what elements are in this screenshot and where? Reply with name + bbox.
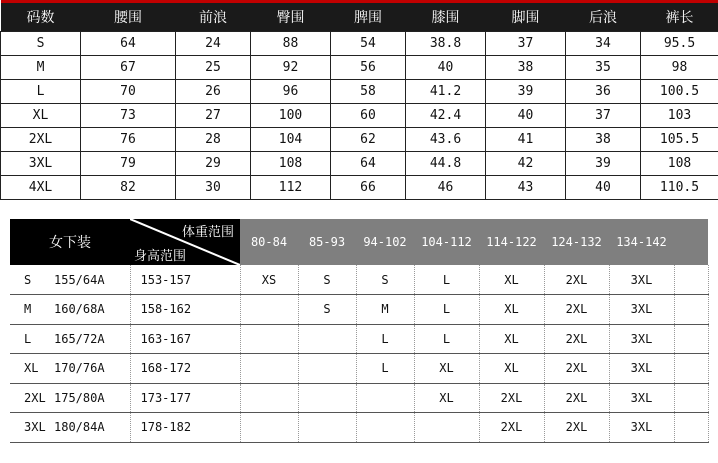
table-row — [10, 295, 708, 325]
recommended-size-cell — [674, 324, 708, 354]
header-hip: 臀围 — [251, 2, 331, 32]
recommended-size-cell — [298, 354, 356, 384]
recommended-size-cell: 3XL — [609, 413, 674, 443]
recommended-size-cell — [240, 324, 298, 354]
measurement-cell: 38.8 — [406, 32, 486, 56]
measurement-cell: 35 — [566, 56, 641, 80]
measurement-cell: 42.4 — [406, 104, 486, 128]
measurement-cell: 29 — [176, 152, 251, 176]
recommended-size-cell: XL — [479, 295, 544, 325]
measurement-cell: 66 — [331, 176, 406, 200]
size-code-label: 175/80A — [54, 390, 105, 405]
measurement-cell: 44.8 — [406, 152, 486, 176]
measurement-cell: 62 — [331, 128, 406, 152]
recommended-size-cell — [414, 413, 479, 443]
recommended-size-cell — [298, 324, 356, 354]
measurement-cell: 27 — [176, 104, 251, 128]
measurement-cell: 26 — [176, 80, 251, 104]
measurement-cell: 39 — [486, 80, 566, 104]
measurement-cell: 54 — [331, 32, 406, 56]
measurement-cell: 105.5 — [641, 128, 718, 152]
size-code-cell — [10, 265, 130, 295]
size-label: S — [24, 272, 32, 287]
measurement-cell: 103 — [641, 104, 718, 128]
measurement-cell: 38 — [486, 56, 566, 80]
measurement-cell: 41 — [486, 128, 566, 152]
measurement-cell: 58 — [331, 80, 406, 104]
size-cell: M — [1, 56, 81, 80]
measurement-cell: 67 — [81, 56, 176, 80]
size-code-cell — [10, 295, 130, 325]
recommended-size-cell: 3XL — [609, 324, 674, 354]
measurement-cell: 37 — [566, 104, 641, 128]
table-row — [1, 176, 718, 200]
size-cell: 4XL — [1, 176, 81, 200]
measurement-cell: 95.5 — [641, 32, 718, 56]
recommended-size-cell: XL — [414, 383, 479, 413]
measurement-cell: 64 — [331, 152, 406, 176]
size-guide-header-row — [10, 219, 708, 265]
recommended-size-cell: XS — [240, 265, 298, 295]
size-label: 2XL — [24, 390, 46, 405]
height-range-cell: 158-162 — [130, 295, 240, 325]
recommended-size-cell: 2XL — [544, 295, 609, 325]
recommended-size-cell — [240, 295, 298, 325]
recommended-size-cell — [298, 413, 356, 443]
height-range-cell: 163-167 — [130, 324, 240, 354]
recommended-size-cell: L — [356, 324, 414, 354]
recommended-size-cell: S — [298, 265, 356, 295]
measurement-cell: 30 — [176, 176, 251, 200]
recommended-size-cell: M — [356, 295, 414, 325]
size-code-cell — [10, 413, 130, 443]
measurement-cell: 110.5 — [641, 176, 718, 200]
table-row — [1, 56, 718, 80]
table-row — [1, 104, 718, 128]
size-code-label: 170/76A — [54, 361, 105, 376]
recommended-size-cell — [240, 413, 298, 443]
header-pant-length: 裤长 — [641, 2, 718, 32]
measurement-cell: 46 — [406, 176, 486, 200]
measurement-cell: 56 — [331, 56, 406, 80]
measurement-cell: 79 — [81, 152, 176, 176]
recommended-size-cell — [240, 354, 298, 384]
size-cell: 3XL — [1, 152, 81, 176]
weight-range-header: 104-112 — [414, 219, 479, 265]
size-cell: XL — [1, 104, 81, 128]
womens-bottoms-title: 女下装 — [10, 219, 130, 265]
recommended-size-cell: 2XL — [479, 413, 544, 443]
measurement-cell: 39 — [566, 152, 641, 176]
measurement-cell: 82 — [81, 176, 176, 200]
measurement-cell: 25 — [176, 56, 251, 80]
header-knee: 膝围 — [406, 2, 486, 32]
measurement-table-body — [1, 32, 718, 200]
weight-range-header: 124-132 — [544, 219, 609, 265]
recommended-size-cell — [674, 413, 708, 443]
header-waist: 腰围 — [81, 2, 176, 32]
recommended-size-cell: 2XL — [479, 383, 544, 413]
measurement-cell: 64 — [81, 32, 176, 56]
measurement-cell: 34 — [566, 32, 641, 56]
size-code-label: 165/72A — [54, 331, 105, 346]
diagonal-header-cell — [130, 219, 240, 265]
recommended-size-cell: XL — [414, 354, 479, 384]
recommended-size-cell — [674, 383, 708, 413]
size-label: 3XL — [24, 420, 46, 435]
size-cell: 2XL — [1, 128, 81, 152]
measurement-cell: 43 — [486, 176, 566, 200]
recommended-size-cell: L — [414, 324, 479, 354]
recommended-size-cell: 2XL — [544, 383, 609, 413]
table-row — [1, 80, 718, 104]
recommended-size-cell: XL — [479, 265, 544, 295]
recommended-size-cell: XL — [479, 324, 544, 354]
header-front-rise: 前浪 — [176, 2, 251, 32]
measurement-cell: 96 — [251, 80, 331, 104]
size-code-label: 180/84A — [54, 420, 105, 435]
recommended-size-cell: 2XL — [544, 265, 609, 295]
measurement-cell: 104 — [251, 128, 331, 152]
measurement-cell: 98 — [641, 56, 718, 80]
recommended-size-cell: 3XL — [609, 265, 674, 295]
measurement-cell: 43.6 — [406, 128, 486, 152]
weight-range-header: 80-84 — [240, 219, 298, 265]
measurement-cell: 36 — [566, 80, 641, 104]
measurement-cell: 38 — [566, 128, 641, 152]
height-range-label: 身高范围 — [134, 249, 187, 264]
recommended-size-cell: 2XL — [544, 354, 609, 384]
recommended-size-cell: 2XL — [544, 413, 609, 443]
recommended-size-cell: L — [414, 295, 479, 325]
height-range-cell: 178-182 — [130, 413, 240, 443]
measurement-cell: 28 — [176, 128, 251, 152]
recommended-size-cell — [674, 295, 708, 325]
table-row — [10, 354, 708, 384]
recommended-size-cell: 3XL — [609, 354, 674, 384]
measurement-cell: 40 — [486, 104, 566, 128]
measurement-cell: 108 — [251, 152, 331, 176]
table-row — [1, 32, 718, 56]
measurement-cell: 100 — [251, 104, 331, 128]
measurement-cell: 42 — [486, 152, 566, 176]
size-label: M — [24, 302, 32, 317]
weight-range-label: 体重范围 — [181, 225, 234, 240]
recommended-size-cell — [240, 383, 298, 413]
size-guide-table-body — [10, 265, 708, 442]
table-row — [1, 152, 718, 176]
recommended-size-cell: L — [356, 354, 414, 384]
size-label: L — [24, 331, 32, 346]
recommended-size-cell: 3XL — [609, 295, 674, 325]
measurement-cell: 100.5 — [641, 80, 718, 104]
size-code-cell — [10, 354, 130, 384]
measurement-cell: 92 — [251, 56, 331, 80]
measurement-header-row — [1, 2, 718, 32]
weight-range-header: 85-93 — [298, 219, 356, 265]
weight-range-header: 114-122 — [479, 219, 544, 265]
measurement-cell: 41.2 — [406, 80, 486, 104]
height-range-cell: 153-157 — [130, 265, 240, 295]
table-row — [10, 383, 708, 413]
recommended-size-cell — [356, 383, 414, 413]
header-back-rise: 后浪 — [566, 2, 641, 32]
recommended-size-cell: S — [298, 295, 356, 325]
recommended-size-cell: 3XL — [609, 383, 674, 413]
size-code-cell — [10, 383, 130, 413]
measurement-cell: 37 — [486, 32, 566, 56]
measurement-cell: 40 — [566, 176, 641, 200]
measurement-cell: 40 — [406, 56, 486, 80]
recommended-size-cell — [298, 383, 356, 413]
header-thigh: 脾围 — [331, 2, 406, 32]
size-cell: S — [1, 32, 81, 56]
size-code-label: 155/64A — [54, 272, 105, 287]
table-row — [1, 128, 718, 152]
recommended-size-cell — [356, 413, 414, 443]
measurement-cell: 108 — [641, 152, 718, 176]
size-guide-table — [10, 219, 709, 443]
size-code-cell — [10, 324, 130, 354]
recommended-size-cell — [674, 265, 708, 295]
table-row — [10, 413, 708, 443]
measurement-cell: 70 — [81, 80, 176, 104]
size-label: XL — [24, 361, 39, 376]
header-leg-opening: 脚围 — [486, 2, 566, 32]
measurement-cell: 76 — [81, 128, 176, 152]
size-code-label: 160/68A — [54, 302, 105, 317]
weight-range-header: 134-142 — [609, 219, 674, 265]
recommended-size-cell: 2XL — [544, 324, 609, 354]
recommended-size-cell — [674, 354, 708, 384]
measurement-cell: 88 — [251, 32, 331, 56]
recommended-size-cell: S — [356, 265, 414, 295]
measurement-cell: 112 — [251, 176, 331, 200]
header-spacer — [674, 219, 708, 265]
recommended-size-cell: XL — [479, 354, 544, 384]
recommended-size-cell: L — [414, 265, 479, 295]
measurement-cell: 73 — [81, 104, 176, 128]
header-size: 码数 — [1, 2, 81, 32]
table-row — [10, 265, 708, 295]
height-range-cell: 168-172 — [130, 354, 240, 384]
size-cell: L — [1, 80, 81, 104]
height-range-cell: 173-177 — [130, 383, 240, 413]
measurement-cell: 24 — [176, 32, 251, 56]
measurement-cell: 60 — [331, 104, 406, 128]
table-row — [10, 324, 708, 354]
weight-range-header: 94-102 — [356, 219, 414, 265]
size-measurement-table — [0, 0, 718, 200]
